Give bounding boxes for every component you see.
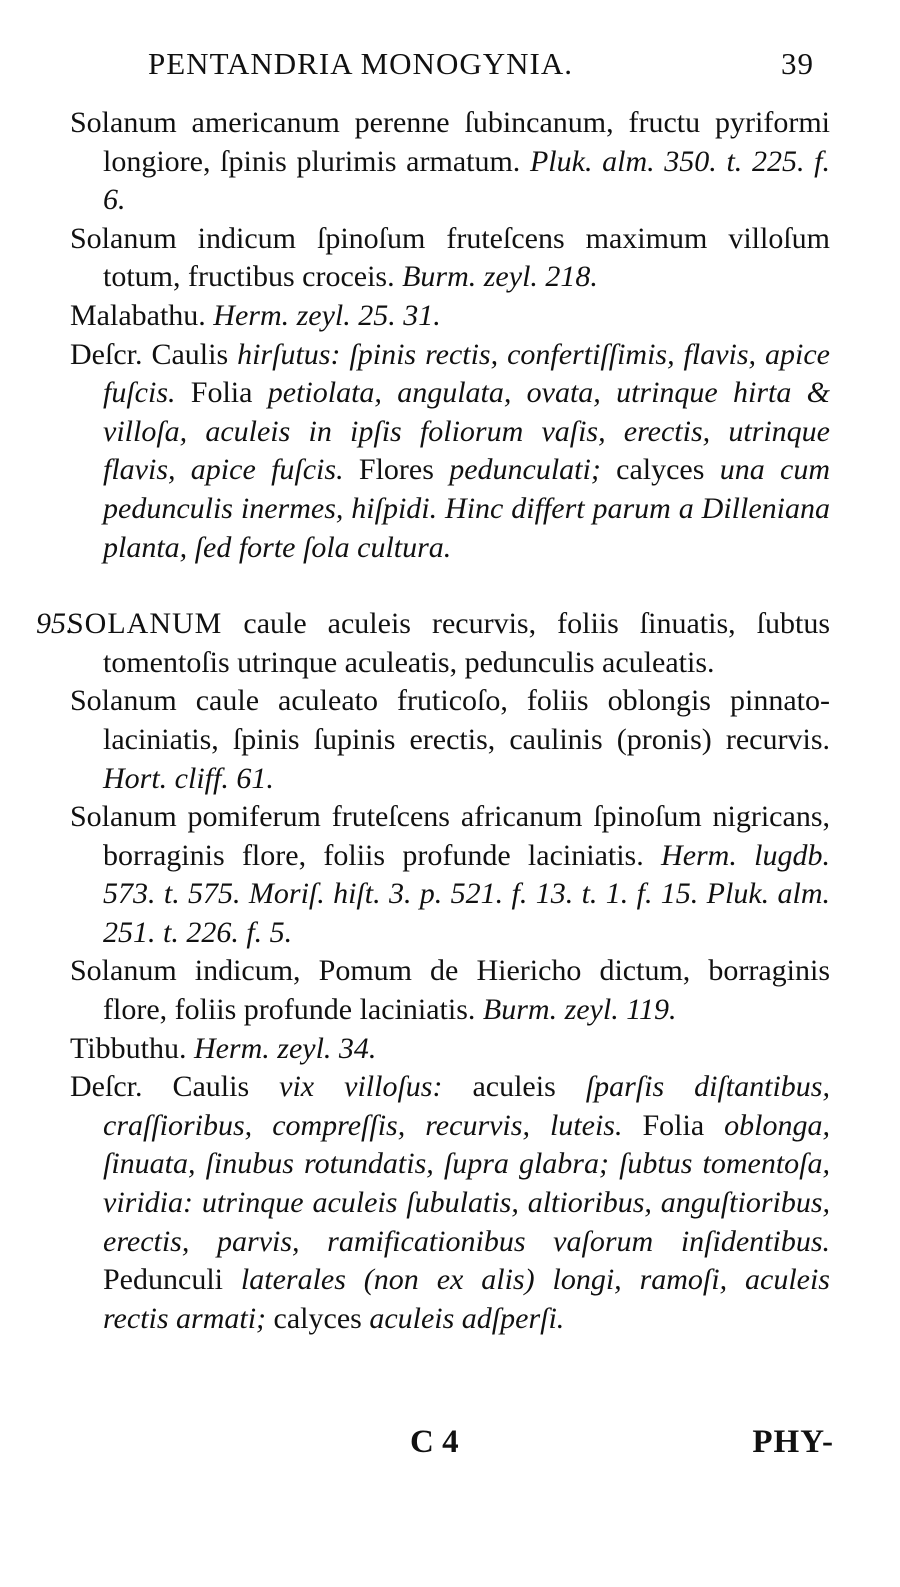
page-number: 39 [781,46,814,81]
description-roman: Flores [343,453,450,487]
synonym-text: Solanum indicum, Pomum de Hiericho dictum, borraginis flore, foliis profunde laciniatis. [70,954,830,1027]
synonym-entry [70,798,830,952]
signature-mark: C 4 [410,1424,459,1460]
catchword: PHY- [752,1424,834,1460]
description-lead: Deſcr. Caulis [70,337,238,371]
synonym-text: Solanum indicum ſpinoſum fruteſcens maximum villoſum totum, fructibus croceis. [70,221,830,294]
description-italic: oblonga, ſinuata, ſinubus rotundatis, ſupra glabra; ſubtus tomentoſa, viridia: utrinque aculeis ſubulatis, altioribus, anguſtioribus, erectis, parvis, ramificationibus vaſorum inſidentibus. [103,1108,830,1258]
running-header [148,46,848,86]
synonym-text: Solanum caule aculeato fruticoſo, foliis oblongis pinnato-laciniatis, ſpinis ſupinis erectis, caulinis (pronis) recurvis. [70,684,830,756]
description-italic: ſparſis diſtantibus, craſſioribus, compreſſis, recurvis, luteis. [103,1070,830,1142]
synonym-reference: Hort. cliff. 61. [103,761,274,795]
synonym-reference: Burm. zeyl. 119. [482,993,677,1027]
description-roman: aculeis [442,1070,586,1104]
species-entry [36,605,830,682]
synonym-entry [70,297,830,336]
synonym-reference: Pluk. alm. 350. t. 225. f. 6. [103,144,830,217]
synonym-entry [70,104,830,220]
synonym-text: Solanum americanum perenne ſubincanum, fructu pyriformi longiore, ſpinis plurimis armatum. [70,106,830,178]
description-lead: Deſcr. Caulis [70,1070,280,1104]
species-diagnosis: caule aculeis recurvis, foliis ſinuatis, ſubtus tomentoſis utrinque aculeatis, pedunculis aculeatis. [103,607,830,679]
synonym-entry [70,1030,830,1069]
description-roman: Folia [622,1108,725,1142]
synonym-entry [70,220,830,297]
synonym-entry [70,682,830,798]
description-italic: hirſutus: ſpinis rectis, confertiſſimis, flavis, apice fuſcis. [103,337,830,410]
description-italic: aculeis adſperſi. [369,1301,565,1335]
synonym-text: Tibbuthu. [70,1031,194,1065]
synonym-text: Malabathu. [70,298,214,332]
description-roman: calyces [266,1301,370,1335]
page-footer [70,1424,834,1468]
description-roman: Folia [175,376,268,410]
description-roman: Pedunculi [103,1263,241,1297]
synonym-reference: Herm. lugdb. 573. t. 575. Moriſ. hiſt. 3. p. 521. f. 13. t. 1. f. 15. Pluk. alm. 251. t. 226. f. 5. [103,838,830,949]
species-number: 95. [36,607,74,641]
synonym-text: Solanum pomiferum fruteſcens africanum ſpinoſum nigricans, borraginis flore, foliis profunde laciniatis. [70,800,830,872]
synonym-reference: Herm. zeyl. 25. 31. [213,298,441,332]
description-italic: pedunculati; [449,453,601,487]
synonym-reference: Herm. zeyl. 34. [193,1031,377,1065]
running-title: PENTANDRIA MONOGYNIA. [148,46,573,81]
description-paragraph [70,1068,830,1338]
description-roman: calyces [600,453,720,487]
description-italic: vix villoſus: [279,1070,443,1104]
text-body [36,104,831,1338]
synonym-entry [70,952,830,1029]
species-genus: SOLANUM [67,607,223,641]
description-paragraph [70,336,830,568]
description-italic: una cum pedunculis inermes, hiſpidi. Hinc differt parum a Dilleniana planta, ſed forte ſola cultura. [103,453,831,564]
synonym-reference: Burm. zeyl. 218. [402,260,598,294]
description-italic: laterales (non ex alis) longi, ramoſi, aculeis rectis armati; [103,1263,830,1335]
description-italic: petiolata, angulata, ovata, utrinque hirta & villoſa, aculeis in ipſis foliorum vaſis, erectis, utrinque flavis, apice fuſcis. [103,376,830,487]
